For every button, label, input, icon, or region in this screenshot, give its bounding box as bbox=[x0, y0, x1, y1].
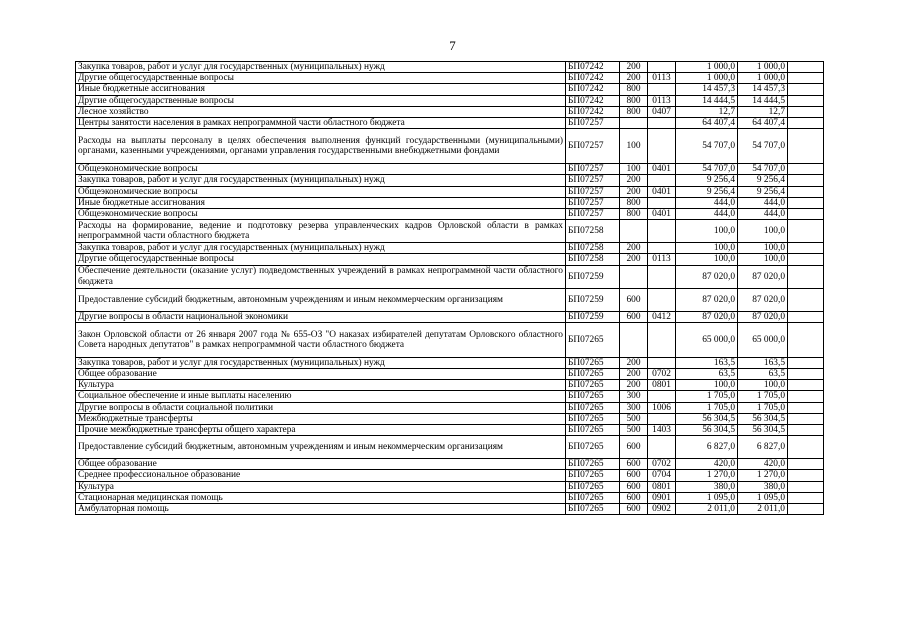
table-row bbox=[76, 391, 824, 402]
row-amount-cell: 163,5 bbox=[676, 357, 738, 368]
table-row bbox=[76, 254, 824, 265]
row-name-cell: Амбулаторная помощь bbox=[76, 504, 566, 515]
table-row bbox=[76, 84, 824, 95]
budget-table bbox=[75, 61, 824, 515]
row-empty-cell bbox=[788, 95, 824, 106]
row-section-cell: 0901 bbox=[648, 492, 676, 503]
row-name-cell: Закупка товаров, работ и услуг для государственных (муниципальных) нужд bbox=[76, 357, 566, 368]
row-section-cell bbox=[648, 220, 676, 243]
row-name-cell: Расходы на выплаты персоналу в целях обеспечения выполнения функций государственными (муниципальными) органами, казенными учреждениями, органами управления государственными внебюджетными фондами bbox=[76, 129, 566, 164]
row-expense-type-cell: 600 bbox=[620, 311, 648, 322]
row-expense-type-cell: 800 bbox=[620, 209, 648, 220]
row-name-cell: Общеэкономические вопросы bbox=[76, 164, 566, 175]
row-code-cell: БП07257 bbox=[566, 186, 620, 197]
row-expense-type-cell: 200 bbox=[620, 254, 648, 265]
row-empty-cell bbox=[788, 118, 824, 129]
row-empty-cell bbox=[788, 504, 824, 515]
row-expense-type-cell bbox=[620, 322, 648, 357]
row-section-cell: 0801 bbox=[648, 380, 676, 391]
table-row bbox=[76, 436, 824, 459]
row-amount-second-cell: 87 020,0 bbox=[738, 265, 788, 288]
row-amount-second-cell: 6 827,0 bbox=[738, 436, 788, 459]
row-expense-type-cell: 200 bbox=[620, 62, 648, 73]
row-amount-second-cell: 14 444,5 bbox=[738, 95, 788, 106]
row-section-cell bbox=[648, 84, 676, 95]
table-row bbox=[76, 470, 824, 481]
row-amount-second-cell: 12,7 bbox=[738, 106, 788, 117]
row-empty-cell bbox=[788, 106, 824, 117]
row-expense-type-cell: 600 bbox=[620, 492, 648, 503]
row-amount-cell: 14 444,5 bbox=[676, 95, 738, 106]
row-amount-cell: 100,0 bbox=[676, 254, 738, 265]
row-amount-cell: 64 407,4 bbox=[676, 118, 738, 129]
table-row bbox=[76, 95, 824, 106]
row-code-cell: БП07259 bbox=[566, 311, 620, 322]
row-amount-cell: 56 304,5 bbox=[676, 425, 738, 436]
table-row bbox=[76, 459, 824, 470]
row-expense-type-cell bbox=[620, 118, 648, 129]
row-expense-type-cell bbox=[620, 265, 648, 288]
row-empty-cell bbox=[788, 402, 824, 413]
row-name-cell: Межбюджетные трансферты bbox=[76, 413, 566, 424]
row-amount-second-cell: 1 270,0 bbox=[738, 470, 788, 481]
row-name-cell: Закупка товаров, работ и услуг для государственных (муниципальных) нужд bbox=[76, 175, 566, 186]
row-empty-cell bbox=[788, 481, 824, 492]
row-amount-cell: 2 011,0 bbox=[676, 504, 738, 515]
row-section-cell: 0401 bbox=[648, 209, 676, 220]
row-empty-cell bbox=[788, 436, 824, 459]
row-code-cell: БП07265 bbox=[566, 413, 620, 424]
row-amount-second-cell: 1 000,0 bbox=[738, 62, 788, 73]
row-code-cell: БП07265 bbox=[566, 436, 620, 459]
row-expense-type-cell: 600 bbox=[620, 459, 648, 470]
row-section-cell bbox=[648, 436, 676, 459]
row-empty-cell bbox=[788, 197, 824, 208]
row-code-cell: БП07257 bbox=[566, 129, 620, 164]
page-number: 7 bbox=[449, 38, 456, 53]
row-section-cell: 0704 bbox=[648, 470, 676, 481]
row-amount-second-cell: 54 707,0 bbox=[738, 129, 788, 164]
row-expense-type-cell: 100 bbox=[620, 164, 648, 175]
row-code-cell: БП07257 bbox=[566, 209, 620, 220]
row-name-cell: Предоставление субсидий бюджетным, автономным учреждениям и иным некоммерческим организациям bbox=[76, 288, 566, 311]
row-expense-type-cell: 600 bbox=[620, 504, 648, 515]
row-empty-cell bbox=[788, 175, 824, 186]
row-amount-cell: 444,0 bbox=[676, 209, 738, 220]
row-section-cell: 0401 bbox=[648, 186, 676, 197]
row-name-cell: Другие общегосударственные вопросы bbox=[76, 95, 566, 106]
row-amount-second-cell: 65 000,0 bbox=[738, 322, 788, 357]
row-name-cell: Центры занятости населения в рамках непрограммной части областного бюджета bbox=[76, 118, 566, 129]
row-amount-cell: 54 707,0 bbox=[676, 164, 738, 175]
row-amount-second-cell: 1 095,0 bbox=[738, 492, 788, 503]
row-amount-cell: 1 000,0 bbox=[676, 62, 738, 73]
row-code-cell: БП07242 bbox=[566, 95, 620, 106]
row-section-cell bbox=[648, 391, 676, 402]
row-amount-second-cell: 444,0 bbox=[738, 197, 788, 208]
row-section-cell: 1006 bbox=[648, 402, 676, 413]
row-amount-cell: 100,0 bbox=[676, 243, 738, 254]
row-empty-cell bbox=[788, 129, 824, 164]
row-expense-type-cell: 600 bbox=[620, 470, 648, 481]
row-section-cell bbox=[648, 243, 676, 254]
row-expense-type-cell: 200 bbox=[620, 380, 648, 391]
row-empty-cell bbox=[788, 288, 824, 311]
row-section-cell: 0113 bbox=[648, 95, 676, 106]
row-expense-type-cell: 300 bbox=[620, 402, 648, 413]
row-section-cell: 0902 bbox=[648, 504, 676, 515]
row-empty-cell bbox=[788, 425, 824, 436]
table-row bbox=[76, 311, 824, 322]
row-section-cell bbox=[648, 175, 676, 186]
row-code-cell: БП07242 bbox=[566, 106, 620, 117]
table-row bbox=[76, 504, 824, 515]
row-amount-cell: 87 020,0 bbox=[676, 265, 738, 288]
table-row bbox=[76, 62, 824, 73]
row-empty-cell bbox=[788, 186, 824, 197]
table-row bbox=[76, 425, 824, 436]
row-code-cell: БП07265 bbox=[566, 492, 620, 503]
row-amount-second-cell: 2 011,0 bbox=[738, 504, 788, 515]
row-code-cell: БП07259 bbox=[566, 288, 620, 311]
table-row bbox=[76, 380, 824, 391]
row-expense-type-cell: 800 bbox=[620, 106, 648, 117]
row-amount-cell: 56 304,5 bbox=[676, 413, 738, 424]
table-row bbox=[76, 288, 824, 311]
table-row bbox=[76, 369, 824, 380]
row-amount-second-cell: 64 407,4 bbox=[738, 118, 788, 129]
row-name-cell: Общеэкономические вопросы bbox=[76, 209, 566, 220]
table-row bbox=[76, 186, 824, 197]
table-row bbox=[76, 73, 824, 84]
row-code-cell: БП07265 bbox=[566, 380, 620, 391]
row-name-cell: Другие вопросы в области социальной политики bbox=[76, 402, 566, 413]
row-section-cell bbox=[648, 322, 676, 357]
row-amount-second-cell: 14 457,3 bbox=[738, 84, 788, 95]
row-amount-cell: 87 020,0 bbox=[676, 311, 738, 322]
row-amount-cell: 14 457,3 bbox=[676, 84, 738, 95]
row-empty-cell bbox=[788, 391, 824, 402]
row-expense-type-cell: 200 bbox=[620, 73, 648, 84]
row-empty-cell bbox=[788, 357, 824, 368]
row-name-cell: Закупка товаров, работ и услуг для государственных (муниципальных) нужд bbox=[76, 62, 566, 73]
row-name-cell: Среднее профессиональное образование bbox=[76, 470, 566, 481]
table-row bbox=[76, 322, 824, 357]
row-section-cell: 0113 bbox=[648, 73, 676, 84]
row-code-cell: БП07265 bbox=[566, 391, 620, 402]
row-amount-cell: 1 000,0 bbox=[676, 73, 738, 84]
row-expense-type-cell bbox=[620, 220, 648, 243]
row-name-cell: Другие общегосударственные вопросы bbox=[76, 73, 566, 84]
row-name-cell: Иные бюджетные ассигнования bbox=[76, 84, 566, 95]
row-code-cell: БП07257 bbox=[566, 118, 620, 129]
row-empty-cell bbox=[788, 470, 824, 481]
row-code-cell: БП07265 bbox=[566, 402, 620, 413]
row-amount-cell: 100,0 bbox=[676, 220, 738, 243]
row-code-cell: БП07265 bbox=[566, 425, 620, 436]
row-section-cell bbox=[648, 118, 676, 129]
row-expense-type-cell: 600 bbox=[620, 436, 648, 459]
row-empty-cell bbox=[788, 311, 824, 322]
row-section-cell: 0702 bbox=[648, 459, 676, 470]
row-name-cell: Общеэкономические вопросы bbox=[76, 186, 566, 197]
row-name-cell: Культура bbox=[76, 481, 566, 492]
row-amount-cell: 420,0 bbox=[676, 459, 738, 470]
row-expense-type-cell: 500 bbox=[620, 413, 648, 424]
row-expense-type-cell: 100 bbox=[620, 129, 648, 164]
row-amount-cell: 1 270,0 bbox=[676, 470, 738, 481]
row-amount-second-cell: 9 256,4 bbox=[738, 175, 788, 186]
row-amount-second-cell: 54 707,0 bbox=[738, 164, 788, 175]
row-code-cell: БП07257 bbox=[566, 175, 620, 186]
row-empty-cell bbox=[788, 492, 824, 503]
row-name-cell: Другие вопросы в области национальной экономики bbox=[76, 311, 566, 322]
row-empty-cell bbox=[788, 322, 824, 357]
row-amount-cell: 6 827,0 bbox=[676, 436, 738, 459]
row-expense-type-cell: 300 bbox=[620, 391, 648, 402]
row-amount-second-cell: 1 705,0 bbox=[738, 391, 788, 402]
table-row bbox=[76, 118, 824, 129]
row-expense-type-cell: 800 bbox=[620, 95, 648, 106]
budget-table-body bbox=[76, 62, 824, 515]
row-amount-cell: 444,0 bbox=[676, 197, 738, 208]
row-amount-cell: 9 256,4 bbox=[676, 186, 738, 197]
row-expense-type-cell: 200 bbox=[620, 369, 648, 380]
table-row bbox=[76, 106, 824, 117]
row-name-cell: Прочие межбюджетные трансферты общего характера bbox=[76, 425, 566, 436]
row-amount-second-cell: 56 304,5 bbox=[738, 425, 788, 436]
row-code-cell: БП07257 bbox=[566, 197, 620, 208]
row-empty-cell bbox=[788, 220, 824, 243]
row-amount-second-cell: 56 304,5 bbox=[738, 413, 788, 424]
row-amount-cell: 1 095,0 bbox=[676, 492, 738, 503]
row-section-cell bbox=[648, 357, 676, 368]
table-row bbox=[76, 265, 824, 288]
table-row bbox=[76, 481, 824, 492]
table-row bbox=[76, 492, 824, 503]
row-code-cell: БП07242 bbox=[566, 62, 620, 73]
row-amount-second-cell: 100,0 bbox=[738, 254, 788, 265]
row-expense-type-cell: 600 bbox=[620, 288, 648, 311]
row-empty-cell bbox=[788, 209, 824, 220]
row-name-cell: Расходы на формирование, ведение и подготовку резерва управленческих кадров Орловской области в рамках непрограммной части областного бюджета bbox=[76, 220, 566, 243]
row-amount-cell: 9 256,4 bbox=[676, 175, 738, 186]
row-expense-type-cell: 600 bbox=[620, 481, 648, 492]
row-section-cell: 0407 bbox=[648, 106, 676, 117]
row-empty-cell bbox=[788, 369, 824, 380]
row-code-cell: БП07242 bbox=[566, 73, 620, 84]
table-row bbox=[76, 164, 824, 175]
row-amount-cell: 1 705,0 bbox=[676, 391, 738, 402]
row-amount-second-cell: 444,0 bbox=[738, 209, 788, 220]
row-amount-second-cell: 63,5 bbox=[738, 369, 788, 380]
table-row bbox=[76, 209, 824, 220]
row-amount-second-cell: 100,0 bbox=[738, 220, 788, 243]
row-name-cell: Стационарная медицинская помощь bbox=[76, 492, 566, 503]
row-empty-cell bbox=[788, 73, 824, 84]
row-name-cell: Иные бюджетные ассигнования bbox=[76, 197, 566, 208]
table-row bbox=[76, 175, 824, 186]
row-code-cell: БП07242 bbox=[566, 84, 620, 95]
row-name-cell: Культура bbox=[76, 380, 566, 391]
row-empty-cell bbox=[788, 459, 824, 470]
row-amount-cell: 380,0 bbox=[676, 481, 738, 492]
row-empty-cell bbox=[788, 380, 824, 391]
table-row bbox=[76, 402, 824, 413]
row-section-cell: 0401 bbox=[648, 164, 676, 175]
row-amount-cell: 87 020,0 bbox=[676, 288, 738, 311]
table-row bbox=[76, 243, 824, 254]
row-name-cell: Закон Орловской области от 26 января 2007 года № 655-ОЗ "О наказах избирателей депутатам Орловского областного Совета народных депутатов" в рамках непрограммной части областного бюджета bbox=[76, 322, 566, 357]
row-amount-cell: 1 705,0 bbox=[676, 402, 738, 413]
row-expense-type-cell: 500 bbox=[620, 425, 648, 436]
row-amount-second-cell: 380,0 bbox=[738, 481, 788, 492]
row-code-cell: БП07258 bbox=[566, 254, 620, 265]
row-name-cell: Социальное обеспечение и иные выплаты населению bbox=[76, 391, 566, 402]
row-code-cell: БП07258 bbox=[566, 220, 620, 243]
row-code-cell: БП07265 bbox=[566, 369, 620, 380]
row-code-cell: БП07258 bbox=[566, 243, 620, 254]
row-amount-second-cell: 1 000,0 bbox=[738, 73, 788, 84]
table-row bbox=[76, 197, 824, 208]
row-section-cell: 0113 bbox=[648, 254, 676, 265]
row-section-cell: 0412 bbox=[648, 311, 676, 322]
row-section-cell bbox=[648, 413, 676, 424]
row-empty-cell bbox=[788, 243, 824, 254]
row-expense-type-cell: 200 bbox=[620, 186, 648, 197]
table-row bbox=[76, 129, 824, 164]
row-name-cell: Предоставление субсидий бюджетным, автономным учреждениям и иным некоммерческим организациям bbox=[76, 436, 566, 459]
row-section-cell bbox=[648, 197, 676, 208]
row-section-cell: 0801 bbox=[648, 481, 676, 492]
row-code-cell: БП07265 bbox=[566, 470, 620, 481]
row-name-cell: Лесное хозяйство bbox=[76, 106, 566, 117]
row-amount-cell: 63,5 bbox=[676, 369, 738, 380]
row-expense-type-cell: 200 bbox=[620, 357, 648, 368]
row-code-cell: БП07265 bbox=[566, 481, 620, 492]
row-section-cell bbox=[648, 129, 676, 164]
row-empty-cell bbox=[788, 265, 824, 288]
row-code-cell: БП07265 bbox=[566, 459, 620, 470]
row-code-cell: БП07265 bbox=[566, 322, 620, 357]
row-amount-second-cell: 87 020,0 bbox=[738, 288, 788, 311]
row-amount-second-cell: 9 256,4 bbox=[738, 186, 788, 197]
row-amount-cell: 12,7 bbox=[676, 106, 738, 117]
row-expense-type-cell: 200 bbox=[620, 243, 648, 254]
row-name-cell: Закупка товаров, работ и услуг для государственных (муниципальных) нужд bbox=[76, 243, 566, 254]
table-row bbox=[76, 413, 824, 424]
row-amount-second-cell: 163,5 bbox=[738, 357, 788, 368]
row-name-cell: Общее образование bbox=[76, 369, 566, 380]
row-empty-cell bbox=[788, 413, 824, 424]
row-empty-cell bbox=[788, 62, 824, 73]
row-expense-type-cell: 800 bbox=[620, 197, 648, 208]
row-amount-cell: 65 000,0 bbox=[676, 322, 738, 357]
row-code-cell: БП07259 bbox=[566, 265, 620, 288]
row-name-cell: Общее образование bbox=[76, 459, 566, 470]
row-code-cell: БП07265 bbox=[566, 504, 620, 515]
row-section-cell: 0702 bbox=[648, 369, 676, 380]
table-row bbox=[76, 220, 824, 243]
table-row bbox=[76, 357, 824, 368]
row-expense-type-cell: 200 bbox=[620, 175, 648, 186]
row-amount-second-cell: 87 020,0 bbox=[738, 311, 788, 322]
row-section-cell bbox=[648, 288, 676, 311]
row-code-cell: БП07265 bbox=[566, 357, 620, 368]
row-name-cell: Другие общегосударственные вопросы bbox=[76, 254, 566, 265]
row-amount-second-cell: 1 705,0 bbox=[738, 402, 788, 413]
row-empty-cell bbox=[788, 254, 824, 265]
row-amount-second-cell: 420,0 bbox=[738, 459, 788, 470]
row-amount-second-cell: 100,0 bbox=[738, 380, 788, 391]
row-section-cell bbox=[648, 265, 676, 288]
row-name-cell: Обеспечение деятельности (оказание услуг) подведомственных учреждений в рамках непрограммной части областного бюджета bbox=[76, 265, 566, 288]
row-empty-cell bbox=[788, 84, 824, 95]
row-amount-second-cell: 100,0 bbox=[738, 243, 788, 254]
row-section-cell bbox=[648, 62, 676, 73]
row-section-cell: 1403 bbox=[648, 425, 676, 436]
row-amount-cell: 54 707,0 bbox=[676, 129, 738, 164]
row-amount-cell: 100,0 bbox=[676, 380, 738, 391]
row-empty-cell bbox=[788, 164, 824, 175]
row-code-cell: БП07257 bbox=[566, 164, 620, 175]
row-expense-type-cell: 800 bbox=[620, 84, 648, 95]
